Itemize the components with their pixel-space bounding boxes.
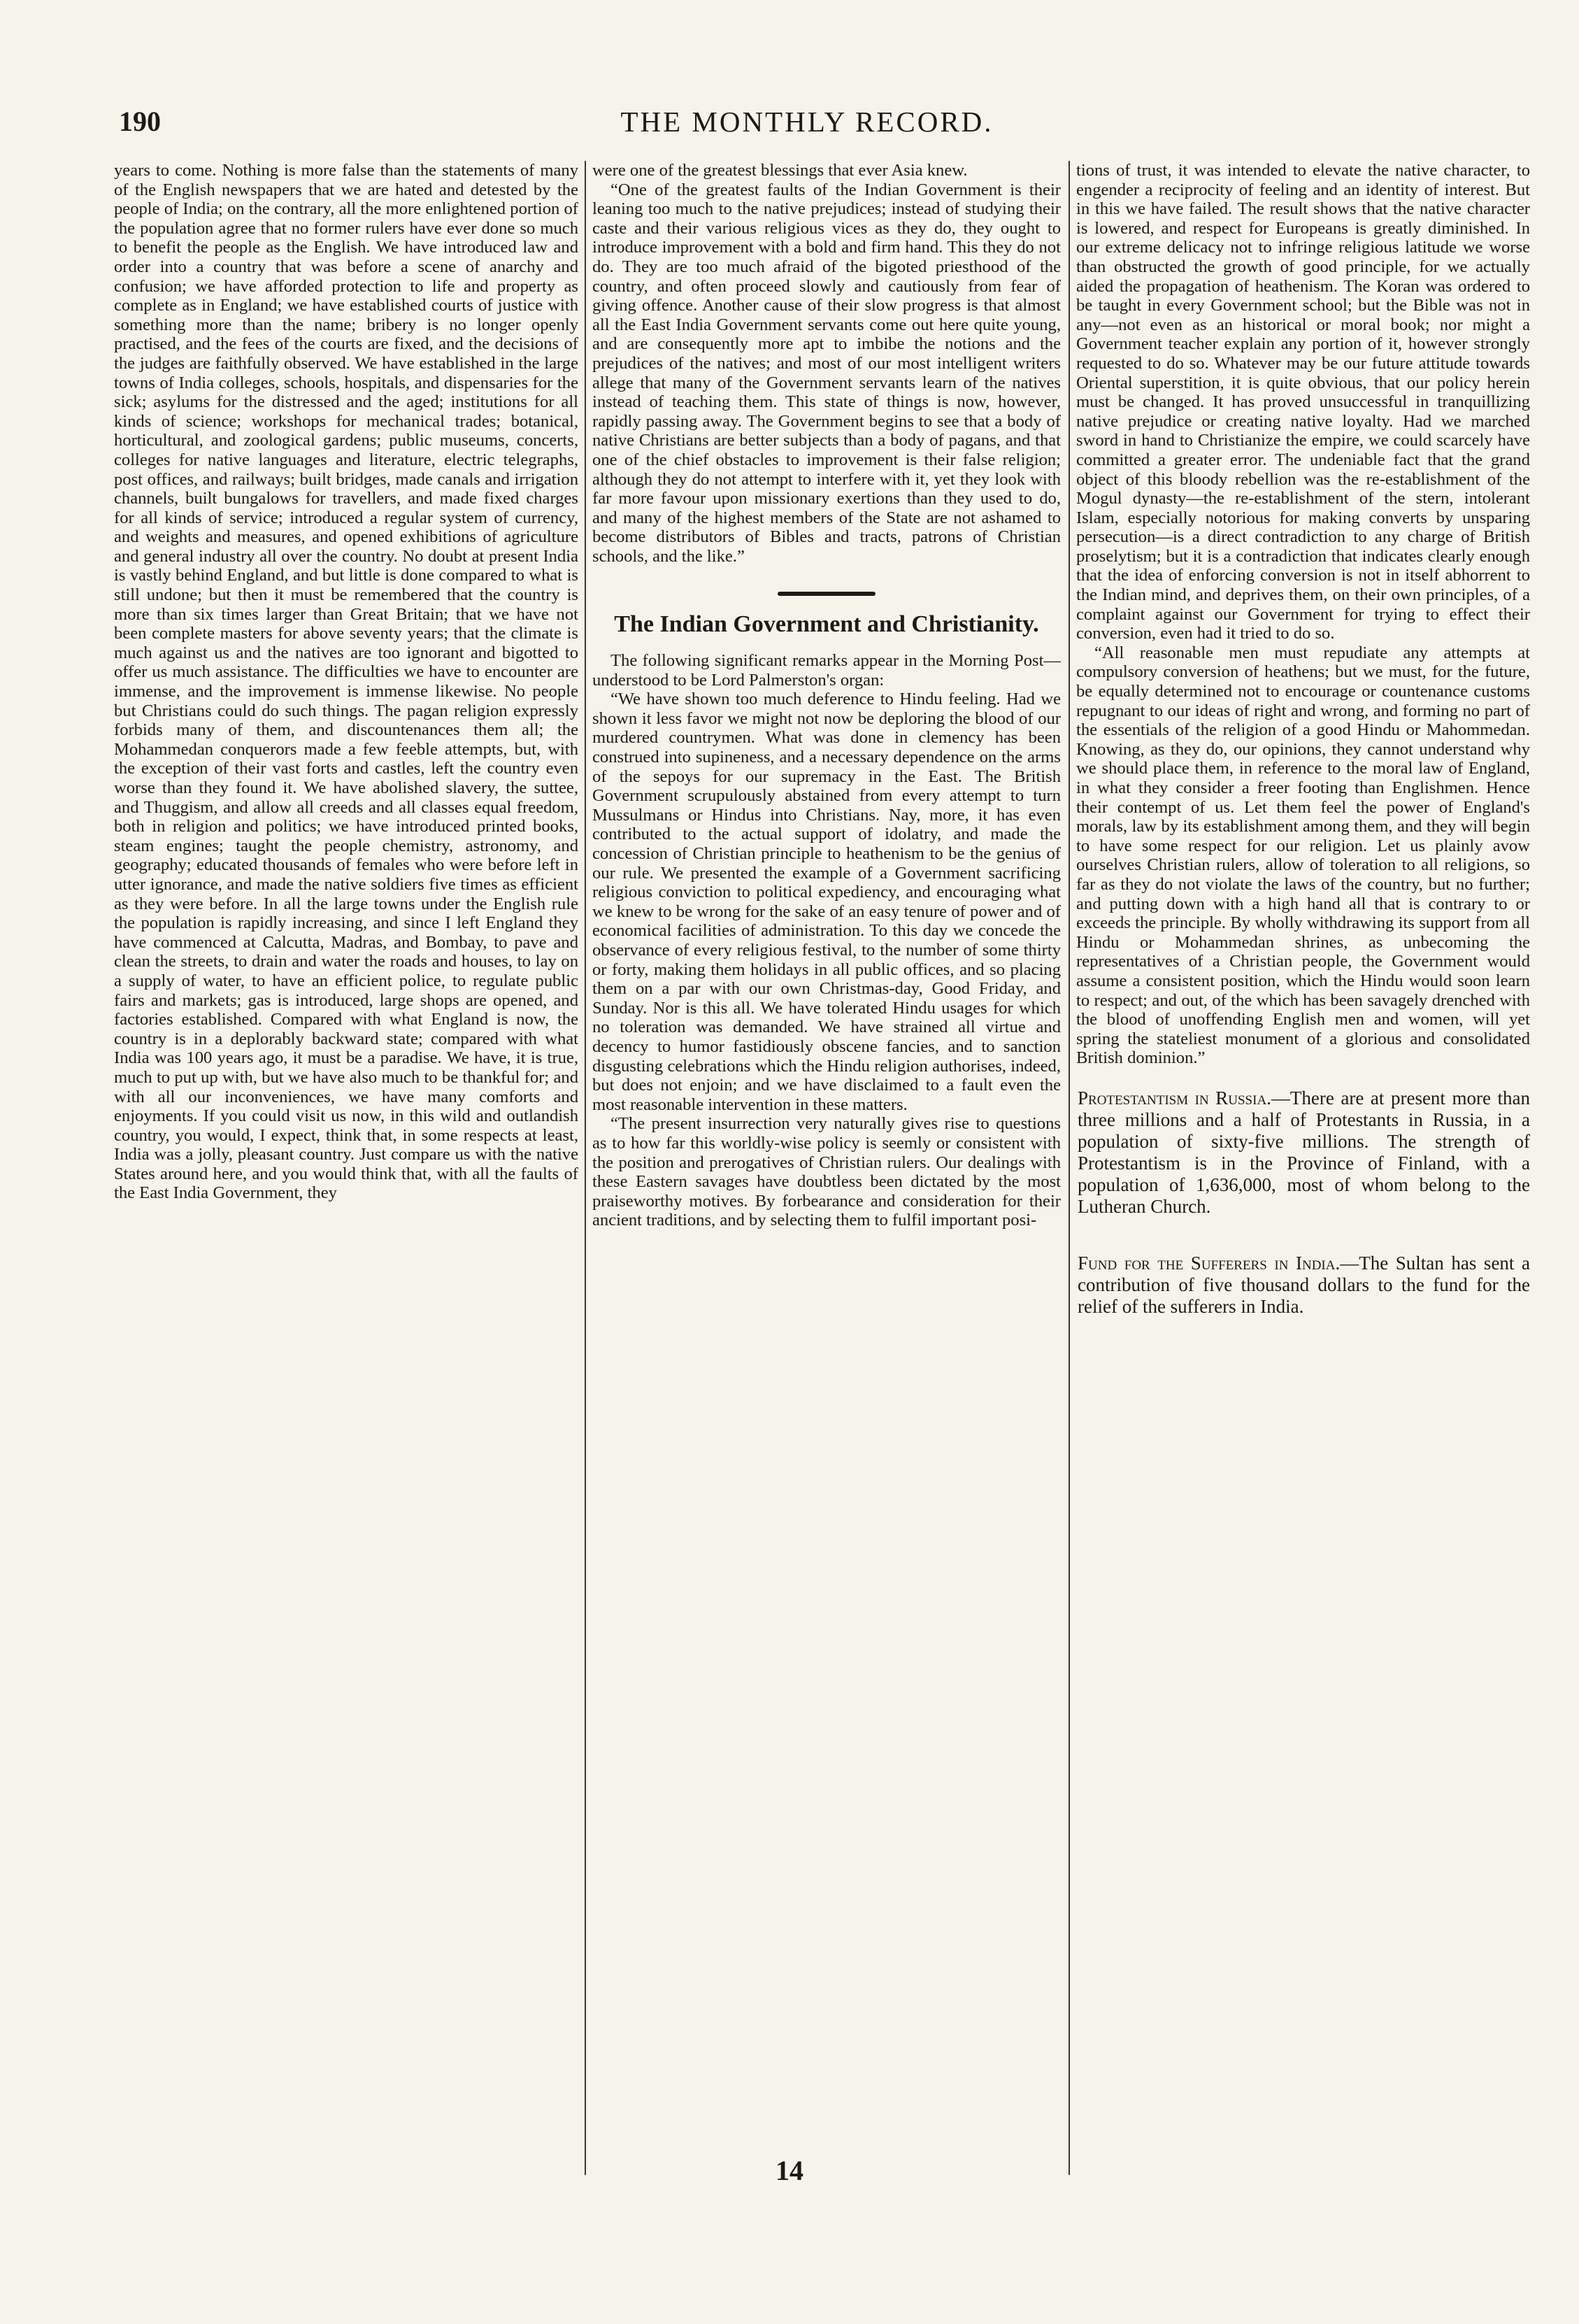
page-header [119, 105, 1495, 147]
news-item-title: Protestantism in Russia. [1078, 1087, 1271, 1108]
body-paragraph: were one of the greatest blessings that ever Asia knew. [592, 161, 968, 180]
news-item-text: —The Sultan has sent a contribution of five thousand dollars to the fund for the relief of the sufferers in India. [1078, 1252, 1530, 1317]
signature-mark: 14 [776, 2155, 803, 2186]
news-item [1076, 1088, 1530, 1218]
column-1 [114, 161, 578, 2140]
quoted-paragraph: “All reasonable men must repudiate any attempts at compulsory conversion of heathens; but we must, for the future, be equally determined not to encourage or countenance customs repugnant to our ideas of right and wrong, and forming no part of the essentials of the religion of a good Hindu or Mahommedan. Knowing, as they do, our opinions, they cannot understand why we should place them, in reference to the moral law of England, in what they consider a freer footing than Englishmen. Hence their contempt of us. Let them feel the power of England's morals, law by its establishment among them, and they will begin to have some respect for our religion. Let us plainly avow ourselves Christian rulers, allow of toleration to all religions, so far as they do not violate the laws of the country, but no further; and putting down with a high hand all that is contrary to or exceeds the principle. By wholly withdrawing its support from all Hindu or Mohammedan shrines, as unbecoming the representatives of a Christian people, the Government would assume a consistent position, which the Hindu would soon learn to respect; and out, of the which has been savagely drenched with the blood of unoffending English men and women, will yet spring the stateliest monument of a glorious and consolidated British dominion.” [1076, 643, 1530, 1068]
section-ornament [592, 581, 1061, 601]
news-item [1076, 1253, 1530, 1318]
running-title: THE MONTHLY RECORD. [620, 106, 994, 138]
body-paragraph: years to come. Nothing is more false than the statements of many of the English newspapers that we are hated and detested by the people of India; on the contrary, all the more enlightened portion of the population agree that no former rulers have ever done so much to benefit the people as the English. We have introduced law and order into a country that was before a scene of anarchy and confusion; we have afforded protection to life and property as complete as in England; we have established courts of justice with something more than the name; bribery is no longer openly practised, and the fees of the courts are fixed, and the decisions of the judges are faithfully observed. We have established in the large towns of India colleges, schools, hospitals, and dispensaries for the sick; asylums for the distressed and the aged; institutions for all kinds of science; workshops for mechanical trades; botanical, horticultural, and zoological gardens; public museums, concerts, colleges for native languages and literature, electric telegraphs, post offices, and railways; built bridges, made canals and irrigation channels, built bungalows for travellers, and made fixed charges for all kinds of service; introduced a regular system of currency, and weights and measures, and opened exhibitions of agriculture and general industry all over the country. No doubt at present India is vastly behind England, and but little is done compared to what is still undone; but then it must be remembered that the country is more than six times larger than Great Britain; that we have not been complete masters for above seventy years; that the climate is much against us and the natives are too ignorant and bigotted to offer us much assistance. The difficulties we have to encounter are immense, and the improvement is immense likewise. No people but Christians could do such things. The pagan religion expressly forbids many of them, and discountenances them all; the Mohammedan conquerors made a few feeble attempts, but, with the exception of their vast forts and castles, left the country even worse than they found it. We have abolished slavery, the suttee, and Thuggism, and allow all creeds and all classes equal freedom, both in religion and politics; we have introduced printed books, steam engines; taught the people chemistry, astronomy, and geography; educated thousands of females who were before left in utter ignorance, and made the native soldiers five times as efficient as they were before. In all the large towns under the English rule the population is rapidly increasing, and since I left England they have commenced at Calcutta, Madras, and Bombay, to pave and clean the streets, to drain and water the roads and houses, to lay on a supply of water, to have an efficient police, to regulate public fairs and markets; gas is introduced, large shops are opened, and factories established. Compared with what England is now, the country is in a deplorably backward state; compared with what India was 100 years ago, it must be a paradise. We have, it is true, much to put up with, but we have also much to be thankful for; and with all our inconveniences, we have many comforts and enjoyments. If you could visit us now, in this wild and outlandish country, you would, I expect, think that, in some respects at least, India was a jolly, pleasant country. Just compare us with the native States around here, and you would think that, with all the faults of the East India Government, they [114, 161, 578, 1203]
section-heading: The Indian Government and Christianity. [614, 611, 1039, 638]
page-number: 190 [119, 106, 161, 137]
body-paragraph: tions of trust, it was intended to elevate the native character, to engender a reciprocity of feeling and an identity of interest. But in this we have failed. The result shows that the native character is lowered, and respect for Europeans is greatly diminished. In our extreme delicacy not to infringe religious latitude we worse than obstructed the growth of good principle, for we actually aided the propagation of heathenism. The Koran was ordered to be taught in every Government school; but the Bible was not in any—not even as an historical or moral book; nor might a Government teacher explain any portion of it, however strongly requested to do so. Whatever may be our future attitude towards Oriental superstition, it is quite obvious, that our policy herein must be changed. It has proved unsuccessful in tranquillizing native prejudice or creating native loyalty. Had we marched sword in hand to Christianize the empire, we could scarcely have committed a greater error. The undeniable fact that the grand object of this bloody rebellion was the re-establishment of the Mogul dynasty—the re-establishment of the stern, intolerant Islam, especially notorious for making converts by unsparing persecution—is a direct contradiction to any charge of British proselytism; but it is a contradiction that indicates clearly enough that the idea of enforcing conversion is not in itself abhorrent to the Indian mind, and deprives them, on their own principles, of a complaint against our Government for trying to effect their conversion, even had it tried to do so. [1076, 161, 1530, 643]
body-paragraph: The following significant remarks appear in the Morning Post—understood to be Lord Palmerston's organ: [592, 651, 1061, 690]
quoted-paragraph: “One of the greatest faults of the Indian Government is their leaning too much to the native prejudices; instead of studying their caste and their various religious vices as they do, they ought to introduce improvement with a bold and firm hand. This they do not do. They are too much afraid of the bigoted priesthood of the country, and often proceed slowly and cautiously from fear of giving offence. Another cause of their slow progress is that almost all the East India Government servants come out here quite young, and are consequently more apt to imbibe the notions and the prejudices of the natives; and most of our most intelligent writers allege that many of the Government servants learn of the natives instead of teaching them. This state of things is now, however, rapidly passing away. The Government begins to see that a body of native Christians are better subjects than a body of pagans, and that one of the chief obstacles to improvement is their false religion; although they do not attempt to interfere with it, yet they look with far more favour upon missionary exertions than they used to do, and many of the highest members of the State are not ashamed to become distributors of Bibles and tracts, patrons of Christian schools, and the like.” [592, 180, 1061, 566]
column-rule [585, 161, 586, 2175]
column-rule [1069, 161, 1070, 2175]
quoted-paragraph: “The present insurrection very naturally gives rise to questions as to how far this worldly-wise policy is seemly or consistent with the position and prerogatives of Christian rulers. Our dealings with these Eastern savages have doubtless been dictated by the most praiseworthy motives. By forbearance and consideration for their ancient traditions, and by selecting them to fulfil important posi- [592, 1114, 1061, 1230]
news-item-title: Fund for the Sufferers in India. [1078, 1252, 1341, 1274]
news-item-text: —There are at present more than three millions and a half of Protestants in Russia, in a population of sixty-five millions. The strength of Protestantism is in the Province of Finland, with a population of 1,636,000, most of whom belong to the Lutheran Church. [1078, 1087, 1530, 1217]
column-3 [1076, 161, 1530, 2140]
quoted-paragraph: “We have shown too much deference to Hindu feeling. Had we shown it less favor we might not now be deploring the blood of our murdered countrymen. What was done in clemency has been construed into supineness, and a necessary dependence on the arms of the sepoys for our supremacy in the East. The British Government scrupulously abstained from every attempt to turn Mussulmans or Hindus into Christians. Nay, more, it has even contributed to the actual support of idolatry, and made the concession of Christian principle to heathenism to be the genius of our rule. We presented the example of a Government sacrificing religious conviction to political expediency, and encouraging what we knew to be wrong for the sake of an easy tenure of power and of economical facilities of administration. To this day we concede the observance of every religious festival, to the number of some thirty or forty, making them holidays in all public offices, and so placing them on a par with our own Christmas-day, Good Friday, and Sunday. Nor is this all. We have tolerated Hindu usages for which no toleration was demanded. We have strained all virtue and decency to humor fastidiously obscene fancies, and to sanction disgusting celebrations which the Hindu religion authorises, indeed, but does not enjoin; and we have disclaimed to a fault even the most reasonable intervention in these matters. [592, 690, 1061, 1114]
column-2 [592, 161, 1061, 2140]
